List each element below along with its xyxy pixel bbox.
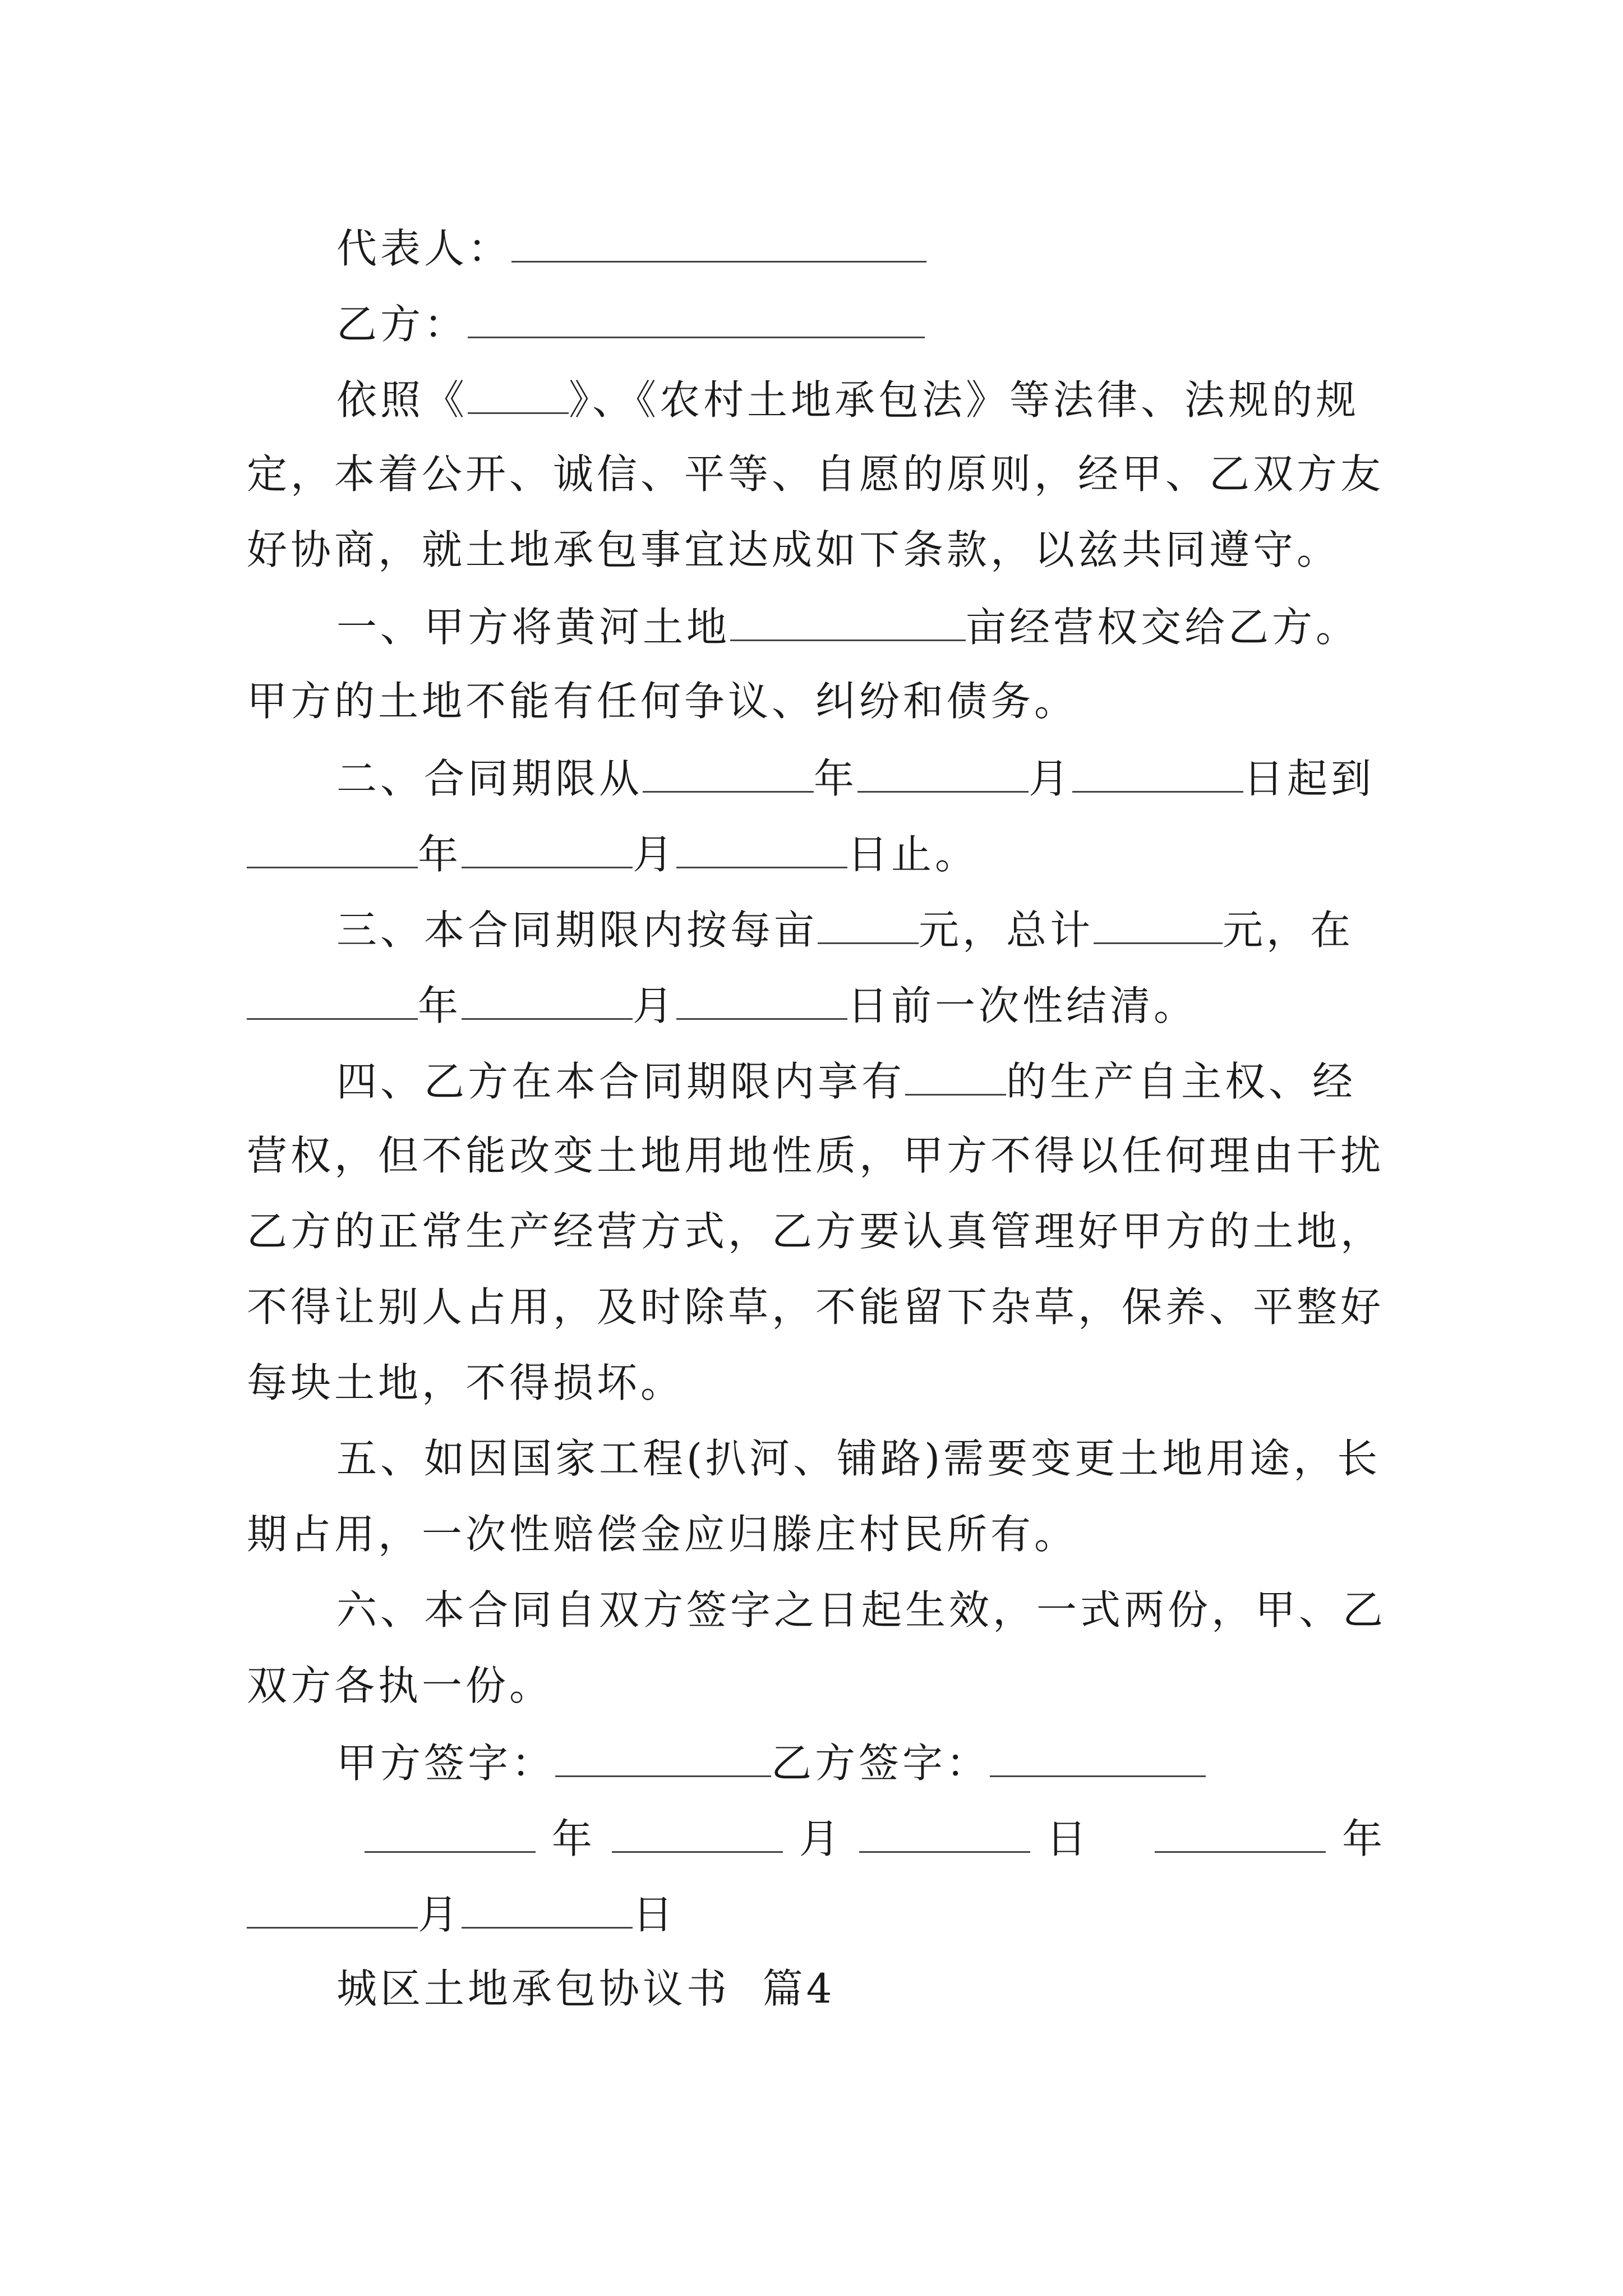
signature-date-line-2: [247, 1888, 676, 1940]
clause1-line-2: 甲方的土地不能有任何争议、纠纷和债务。: [247, 678, 1078, 725]
law-name-blank: [468, 373, 569, 414]
end-day-blank: [676, 827, 847, 868]
representative-blank: [511, 222, 926, 263]
signature-date-line: [365, 1812, 1386, 1864]
party-b-date-year-blank: [1155, 1812, 1326, 1853]
representative-label: 代表人：: [336, 225, 512, 272]
clause-text: 元，在: [1223, 907, 1354, 954]
party-b-date-day-blank: [462, 1888, 633, 1929]
clause6-line-2: 双方各执一份。: [247, 1662, 554, 1709]
date-text: 年: [1341, 1815, 1386, 1862]
clause-text: 月: [1029, 755, 1073, 802]
clause-text: 日止。: [847, 831, 979, 878]
clause-text: 元，总计: [919, 907, 1094, 954]
representative-line: [336, 222, 926, 274]
rights-scope-blank: [905, 1055, 1006, 1096]
preamble-line-2: 定，本着公开、诚信、平等、自愿的原则，经甲、乙双方友: [247, 450, 1385, 498]
acreage-blank: [730, 600, 966, 641]
preamble-text: 依照《: [336, 376, 468, 424]
date-text: 月: [799, 1815, 843, 1862]
party-b-signature-label: 乙方签字：: [771, 1740, 990, 1787]
date-text: 月: [418, 1891, 462, 1938]
party-b-signature-blank: [990, 1736, 1206, 1777]
date-text: 日: [1046, 1815, 1090, 1862]
clause2-line-1: [336, 752, 1375, 804]
total-price-blank: [1094, 903, 1223, 944]
clause-text: 日起到: [1243, 755, 1375, 802]
party-b-line: [336, 297, 925, 349]
settle-year-blank: [247, 979, 418, 1020]
clause5-line-2: 期占用，一次性赔偿金应归滕庄村民所有。: [247, 1511, 1078, 1558]
clause4-line-5: 每块土地，不得损坏。: [247, 1359, 685, 1406]
clause-text: 的生产自主权、经: [1006, 1058, 1357, 1105]
settle-month-blank: [462, 979, 633, 1020]
clause-text: 亩经营权交给乙方。: [966, 604, 1360, 651]
party-a-date-month-blank: [612, 1812, 783, 1853]
party-a-date-day-blank: [859, 1812, 1030, 1853]
clause4-line-3: 乙方的正常生产经营方式，乙方要认真管理好甲方的土地，: [247, 1208, 1385, 1255]
clause6-line-1: 六、本合同自双方签字之日起生效，一式两份，甲、乙: [336, 1586, 1387, 1634]
date-text: 年: [551, 1815, 596, 1862]
preamble-text: 》、《农村土地承包法》等法律、法规的规: [569, 376, 1360, 424]
signature-line: [336, 1736, 1206, 1788]
start-month-blank: [857, 752, 1029, 793]
party-a-signature-blank: [555, 1736, 771, 1777]
clause1-line-1: [336, 600, 1359, 652]
start-year-blank: [643, 752, 814, 793]
clause-text: 月: [633, 982, 677, 1029]
date-text: 日: [633, 1891, 677, 1938]
clause5-line-1: 五、如因国家工程(扒河、铺路)需要变更土地用途，长: [336, 1435, 1381, 1482]
party-b-date-month-blank: [247, 1888, 418, 1929]
clause-text: 三、本合同期限内按每亩: [336, 907, 818, 954]
clause-text: 一、甲方将黄河土地: [336, 604, 731, 651]
clause-text: 年: [418, 831, 462, 878]
party-b-blank: [468, 297, 925, 338]
clause4-line-1: [336, 1055, 1356, 1107]
preamble-line-1: [336, 373, 1359, 425]
clause-text: 年: [814, 755, 858, 802]
next-section-heading: 城区土地承包协议书 篇4: [336, 1965, 836, 2012]
clause-text: 年: [418, 982, 462, 1029]
party-a-signature-label: 甲方签字：: [336, 1740, 556, 1787]
clause2-line-2: [247, 827, 979, 880]
clause4-line-4: 不得让别人占用，及时除草，不能留下杂草，保养、平整好: [247, 1283, 1385, 1331]
clause-text: 日前一次性结清。: [847, 982, 1198, 1029]
end-month-blank: [462, 827, 633, 868]
clause3-line-2: [247, 979, 1197, 1031]
clause-text: 二、合同期限从: [336, 755, 643, 802]
party-b-label: 乙方：: [336, 301, 468, 348]
price-per-mu-blank: [818, 903, 919, 944]
clause4-line-2: 营权，但不能改变土地用地性质，甲方不得以任何理由干扰: [247, 1132, 1385, 1179]
clause-text: 四、乙方在本合同期限内享有: [336, 1058, 906, 1105]
end-year-blank: [247, 827, 418, 868]
preamble-line-3: 好协商，就土地承包事宜达成如下条款，以兹共同遵守。: [247, 526, 1341, 573]
settle-day-blank: [676, 979, 847, 1020]
party-a-date-year-blank: [365, 1812, 536, 1853]
start-day-blank: [1072, 752, 1243, 793]
clause-text: 月: [633, 831, 677, 878]
clause3-line-1: [336, 903, 1354, 955]
